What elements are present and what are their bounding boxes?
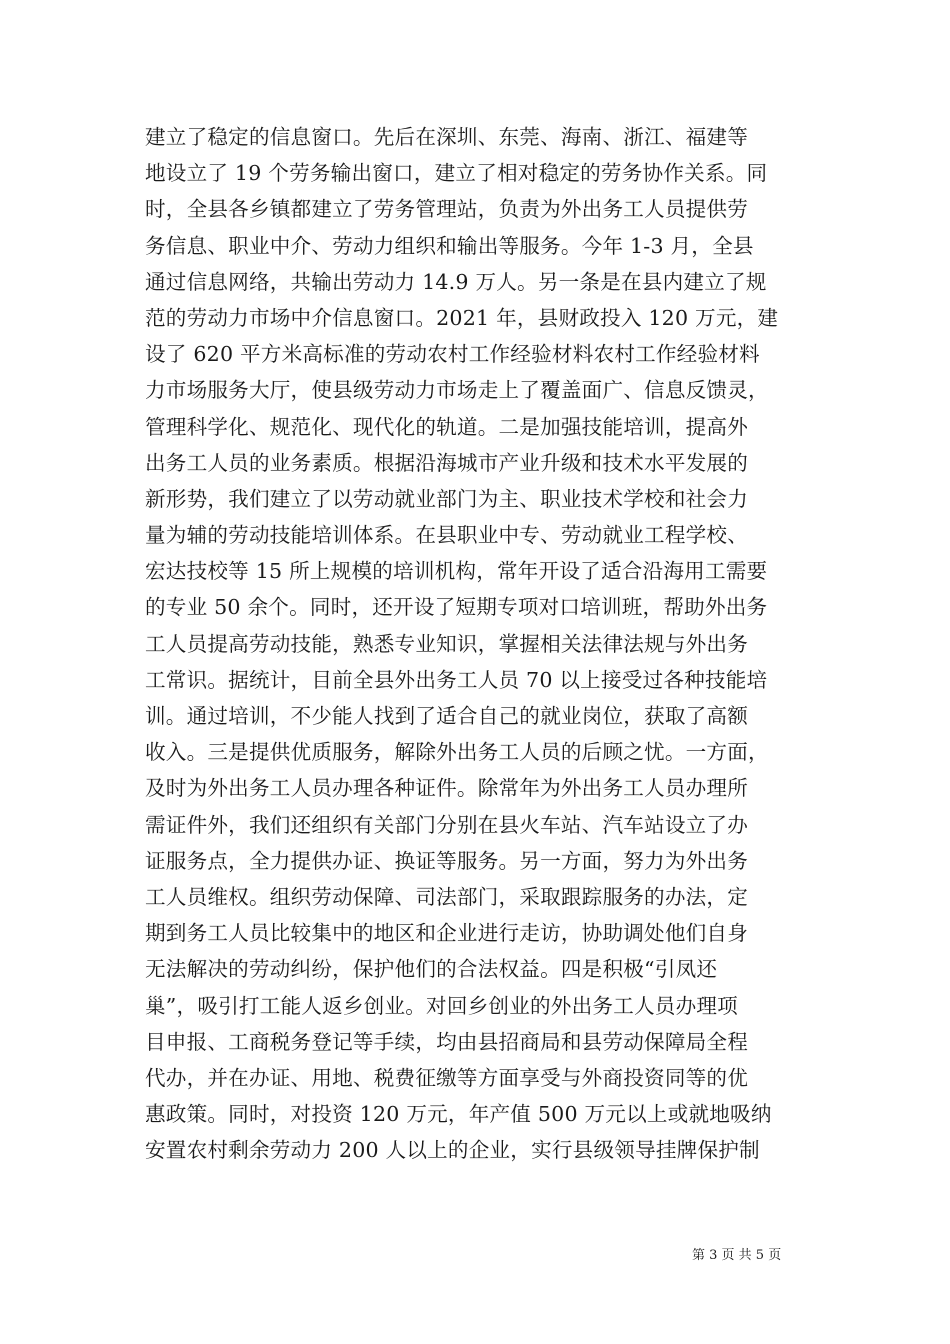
text-line: 工人员提高劳动技能，熟悉专业知识，掌握相关法律法规与外出务	[145, 631, 749, 656]
text-line: 地设立了 19 个劳务输出窗口，建立了相对稳定的劳务协作关系。同	[145, 161, 768, 186]
text-line: 务信息、职业中介、劳动力组织和输出等服务。今年 1-3 月，全县	[145, 233, 754, 258]
text-line: 及时为外出务工人员办理各种证件。除常年为外出务工人员办理所	[145, 776, 749, 801]
text-line: 期到务工人员比较集中的地区和企业进行走访，协助调处他们自身	[145, 921, 749, 946]
text-line: 建立了稳定的信息窗口。先后在深圳、东莞、海南、浙江、福建等	[145, 125, 749, 149]
page-number-footer: 第 3 页 共 5 页	[692, 1248, 782, 1263]
text-line: 出务工人员的业务素质。根据沿海城市产业升级和技术水平发展的	[145, 450, 749, 475]
text-line: 目申报、工商税务登记等手续，均由县招商局和县劳动保障局全程	[145, 1029, 749, 1054]
text-line: 无法解决的劳动纠纷，保护他们的合法权益。四是积极“引凤还	[145, 957, 718, 982]
text-line: 宏达技校等 15 所上规模的培训机构，常年开设了适合沿海用工需要	[145, 559, 768, 584]
text-line: 设了 620 平方米高标准的劳动农村工作经验材料农村工作经验材料	[145, 342, 760, 367]
text-line: 的专业 50 余个。同时，还开设了短期专项对口培训班，帮助外出务	[145, 595, 768, 620]
text-line: 安置农村剩余劳动力 200 人以上的企业，实行县级领导挂牌保护制	[145, 1138, 760, 1163]
text-line: 巢”，吸引打工能人返乡创业。对回乡创业的外出务工人员办理项	[145, 993, 738, 1018]
text-line: 通过信息网络，共输出劳动力 14.9 万人。另一条是在县内建立了规	[145, 269, 767, 294]
text-line: 代办，并在办证、用地、税费征缴等方面享受与外商投资同等的优	[145, 1065, 749, 1090]
text-line: 新形势，我们建立了以劳动就业部门为主、职业技术学校和社会力	[145, 486, 749, 511]
text-line: 工人员维权。组织劳动保障、司法部门，采取跟踪服务的办法，定	[145, 884, 749, 909]
text-line: 范的劳动力市场中介信息窗口。2021 年，县财政投入 120 万元，建	[145, 305, 779, 330]
text-line: 惠政策。同时，对投资 120 万元，年产值 500 万元以上或就地吸纳	[145, 1102, 772, 1127]
text-line: 收入。三是提供优质服务，解除外出务工人员的后顾之忧。一方面，	[145, 740, 769, 765]
text-line: 量为辅的劳动技能培训体系。在县职业中专、劳动就业工程学校、	[145, 523, 749, 548]
text-line: 需证件外，我们还组织有关部门分别在县火车站、汽车站设立了办	[145, 812, 749, 837]
text-line: 工常识。据统计，目前全县外出务工人员 70 以上接受过各种技能培	[145, 667, 768, 692]
text-line: 力市场服务大厅，使县级劳动力市场走上了覆盖面广、信息反馈灵，	[145, 378, 769, 403]
text-line: 管理科学化、规范化、现代化的轨道。二是加强技能培训，提高外	[145, 414, 749, 439]
body-paragraph	[145, 119, 825, 1168]
text-line: 训。通过培训，不少能人找到了适合自己的就业岗位，获取了高额	[145, 704, 749, 728]
text-line: 证服务点，全力提供办证、换证等服务。另一方面，努力为外出务	[145, 848, 749, 873]
text-line: 时，全县各乡镇都建立了劳务管理站，负责为外出务工人员提供劳	[145, 197, 749, 222]
